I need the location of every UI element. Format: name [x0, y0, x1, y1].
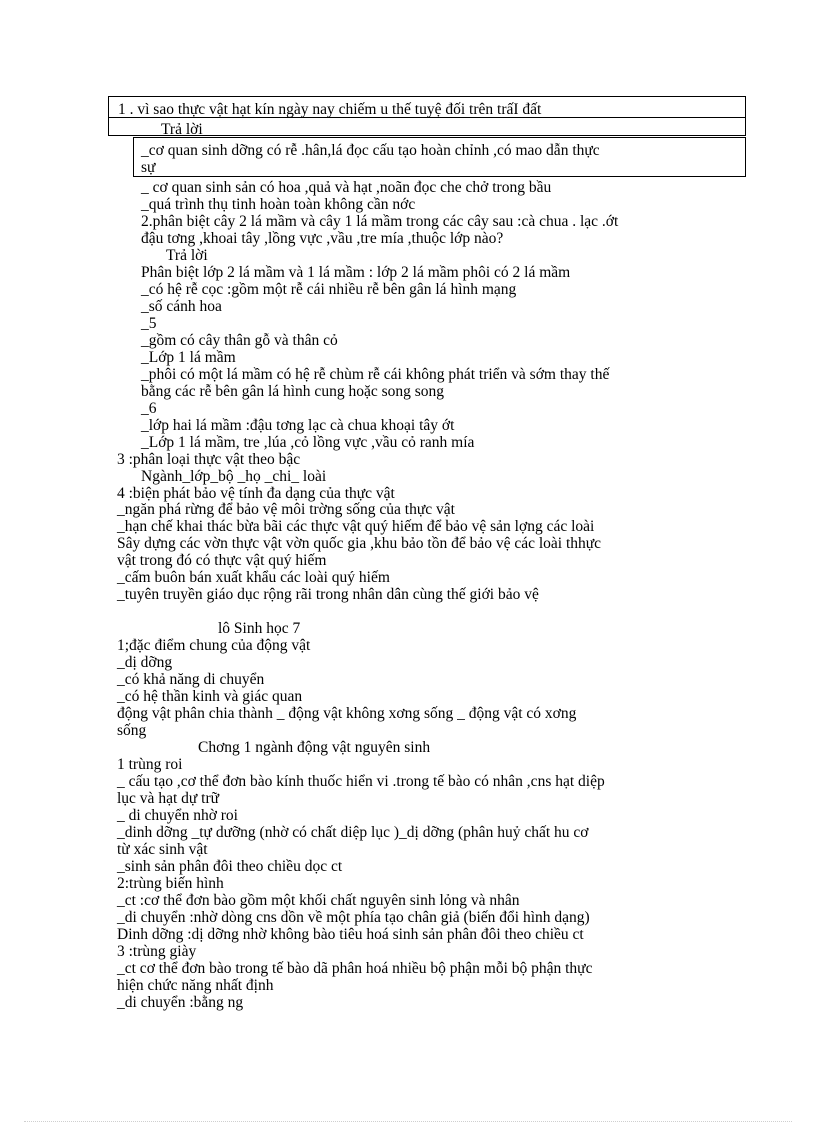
text-line: _Lớp 1 lá mầm: [141, 349, 236, 366]
text-line: 1 trùng roi: [117, 756, 183, 773]
text-line: _có hệ rễ cọc :gồm một rễ cái nhiều rễ bên gân lá hình mạng: [141, 281, 517, 298]
text-line: sự: [141, 159, 156, 176]
text-line: _ cấu tạo ,cơ thể đơn bào kính thuốc hiển vi .trong tế bào có nhân ,cns hạt diệp: [117, 773, 605, 790]
text-line: _cơ quan sinh dỡng có rễ .hân,lá đọc cấu tạo hoàn chỉnh ,có mao dẫn thực: [141, 142, 600, 159]
text-line: _gồm có cây thân gỗ và thân cỏ: [141, 332, 338, 349]
text-line: hiện chức năng nhất định: [117, 977, 274, 994]
text-line: _dị dỡng: [117, 654, 173, 671]
text-line: _ct cơ thể đơn bào trong tế bào dã phân hoá nhiều bộ phận mỗi bộ phận thực: [117, 960, 593, 977]
text-line: _tuyên truyền giáo dục rộng rãi trong nhân dân cùng thế giới bảo vệ: [117, 586, 539, 603]
text-line: lô Sinh học 7: [218, 620, 301, 637]
text-line: bằng các rễ bên gân lá hình cung hoặc song song: [141, 383, 445, 400]
text-line: _ngăn phá rừng để bảo vệ môi trờng sống của thực vật: [117, 501, 455, 518]
text-line: 1;đặc điểm chung của động vật: [117, 637, 311, 654]
text-line: _quá trình thụ tinh hoàn toàn không cần nớc: [141, 196, 416, 213]
text-line: 3 :trùng giày: [117, 943, 197, 960]
text-line: _lớp hai lá mầm :đậu tơng lạc cà chua khoại tây ớt: [141, 417, 455, 434]
text-line: _cấm buôn bán xuất khẩu các loài quý hiếm: [117, 569, 390, 586]
text-line: 2:trùng biến hình: [117, 875, 224, 892]
text-line: từ xác sinh vật: [117, 841, 208, 858]
text-line: 1 . vì sao thực vật hạt kín ngày nay chiếm u thế tuyệ đối trên trấI đất: [118, 101, 542, 118]
text-line: động vật phân chia thành _ động vật không xơng sống _ động vật có xơng: [117, 705, 577, 722]
text-line: _có khả năng di chuyển: [117, 671, 265, 688]
text-line: _di chuyển :nhờ dòng cns dồn về một phía tạo chân giả (biến đổi hình dạng): [117, 909, 590, 926]
page-bottom-rule: [24, 1121, 792, 1122]
text-line: _ct :cơ thể đơn bào gồm một khối chất nguyên sinh lỏng và nhân: [117, 892, 520, 909]
text-line: _5: [141, 315, 157, 332]
text-line: Ngành_lớp_bộ _họ _chi_ loài: [141, 468, 327, 485]
text-line: Dinh dỡng :dị dỡng nhờ không bào tiêu hoá sinh sản phân đôi theo chiều ct: [117, 926, 584, 943]
text-line: vật trong đó có thực vật quý hiếm: [117, 552, 327, 569]
text-line: đậu tơng ,khoai tây ,lồng vực ,vầu ,tre mía ,thuộc lớp nào?: [141, 230, 504, 247]
text-line: Trả lời: [166, 247, 208, 264]
text-line: 4 :biện phát bảo vệ tính đa dạng của thực vật: [117, 485, 395, 502]
text-line: 2.phân biệt cây 2 lá mầm và cây 1 lá mầm trong các cây sau :cà chua . lạc .ớt: [141, 213, 619, 230]
text-line: _ di chuyển nhờ roi: [117, 807, 238, 824]
text-line: _sinh sản phân đôi theo chiều dọc ct: [117, 858, 343, 875]
text-line: lục và hạt dự trữ: [117, 790, 220, 807]
text-line: Phân biệt lớp 2 lá mầm và 1 lá mầm : lớp 2 lá mầm phôi có 2 lá mầm: [141, 264, 571, 281]
text-line: _hạn chế khai thác bừa bãi các thực vật quý hiếm để bảo vệ sản lợng các loài: [117, 518, 595, 535]
text-line: _6: [141, 400, 157, 417]
text-line: Chơng 1 ngành động vật nguyên sinh: [198, 739, 431, 756]
text-line: _có hệ thần kinh và giác quan: [117, 688, 303, 705]
text-line: 3 :phân loại thực vật theo bậc: [117, 451, 301, 468]
text-line: _số cánh hoa: [141, 298, 222, 315]
text-line: Trả lời: [161, 121, 203, 138]
text-line: _Lớp 1 lá mầm, tre ,lúa ,cỏ lồng vực ,vầu cỏ ranh mía: [141, 434, 475, 451]
text-line: _phôi có một lá mầm có hệ rễ chùm rễ cái không phát triển và sớm thay thế: [141, 366, 610, 383]
text-line: _ cơ quan sinh sản có hoa ,quả và hạt ,noãn đọc che chở trong bầu: [141, 179, 552, 196]
text-line: _di chuyển :bằng ng: [117, 994, 244, 1011]
text-line: _dinh dỡng _tự dưỡng (nhờ có chất diệp lục )_dị dỡng (phân huỷ chất hu cơ: [117, 824, 589, 841]
text-line: Sây dựng các vờn thực vật vờn quốc gia ,khu bảo tồn để bảo vệ các loài thhực: [117, 535, 602, 552]
text-line: sống: [117, 722, 147, 739]
